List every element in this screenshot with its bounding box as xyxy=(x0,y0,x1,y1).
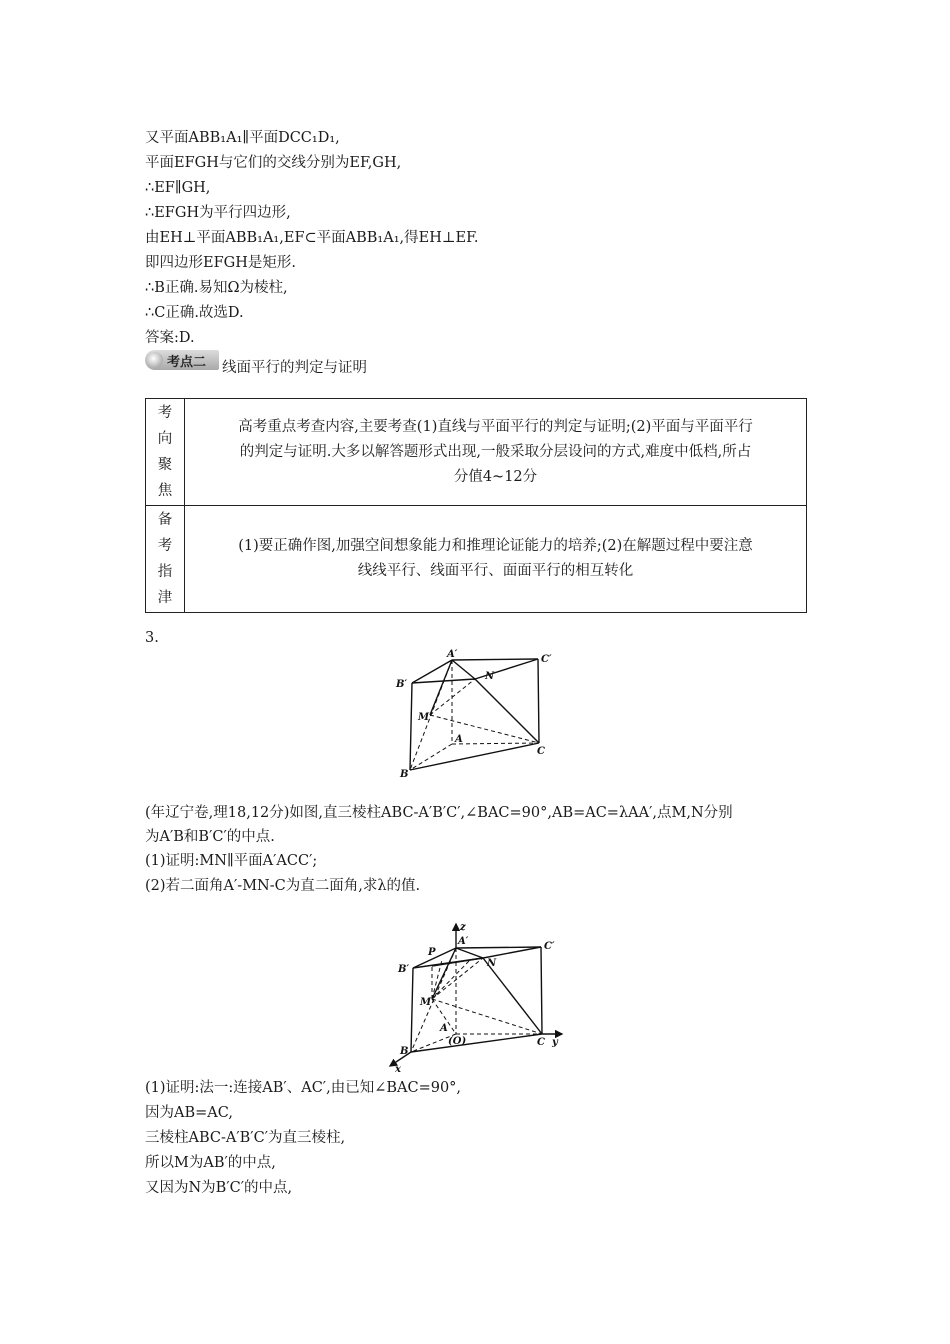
label-M: M xyxy=(420,997,432,1008)
table-row xyxy=(146,399,807,506)
solution-line: 所以M为AB′的中点, xyxy=(145,1155,276,1171)
proof-line: ∴EFGH为平行四边形, xyxy=(145,205,291,221)
axis-label-y: y xyxy=(552,1037,558,1048)
label-M: M xyxy=(418,712,430,723)
problem-part: (1)证明:MN∥平面A′ACC′; xyxy=(145,853,318,869)
label-A: A xyxy=(440,1023,448,1034)
solution-line: 因为AB=AC, xyxy=(145,1105,233,1121)
proof-line: ∴C正确.故选D. xyxy=(145,305,244,321)
section-badge xyxy=(145,350,219,370)
problem-statement: 为A′B和B′C′的中点. xyxy=(145,829,275,845)
label-N: N xyxy=(487,958,497,969)
label-A-prime: A′ xyxy=(458,936,469,947)
label-A-prime: A′ xyxy=(447,649,458,660)
section-badge-label: 考点二 xyxy=(167,355,207,370)
label-C-prime: C′ xyxy=(541,654,552,665)
label-C: C xyxy=(537,746,545,757)
row-label: 备 考 指 津 xyxy=(146,506,185,613)
label-O: (O) xyxy=(448,1036,467,1047)
solution-line: (1)证明:法一:连接AB′、AC′,由已知∠BAC=90°, xyxy=(145,1080,462,1096)
problem-statement: (年辽宁卷,理18,12分)如图,直三棱柱ABC-A′B′C′,∠BAC=90°,AB=AC=λAA′,点M,N分别 xyxy=(145,805,733,821)
solution-line: 又因为N为B′C′的中点, xyxy=(145,1180,293,1196)
proof-line: 即四边形EFGH是矩形. xyxy=(145,255,296,271)
label-C-prime: C′ xyxy=(544,941,555,952)
label-P: P xyxy=(428,947,436,958)
label-B: B xyxy=(400,1046,409,1057)
exam-focus-table xyxy=(145,398,807,613)
proof-line: 又平面ABB₁A₁∥平面DCC₁D₁, xyxy=(145,130,340,146)
proof-line: 平面EFGH与它们的交线分别为EF,GH, xyxy=(145,155,402,171)
row-content: (1)要正确作图,加强空间想象能力和推理论证能力的培养;(2)在解题过程中要注意 线线平行、线面平行、面面平行的相互转化 xyxy=(185,506,807,613)
label-N: N xyxy=(485,671,495,682)
badge-circle-icon xyxy=(147,352,163,368)
axis-label-x: x xyxy=(395,1064,401,1075)
axis-label-z: z xyxy=(460,922,466,933)
problem-part: (2)若二面角A′-MN-C为直二面角,求λ的值. xyxy=(145,878,421,894)
proof-line: 由EH⊥平面ABB₁A₁,EF⊂平面ABB₁A₁,得EH⊥EF. xyxy=(145,230,479,246)
answer-line: 答案:D. xyxy=(145,330,195,346)
label-B: B xyxy=(400,769,409,780)
proof-line: ∴B正确.易知Ω为棱柱, xyxy=(145,280,288,296)
label-B-prime: B′ xyxy=(398,964,410,975)
row-label: 考 向 聚 焦 xyxy=(146,399,185,506)
proof-line: ∴EF∥GH, xyxy=(145,180,211,196)
label-A: A xyxy=(455,734,463,745)
table-row xyxy=(146,506,807,613)
label-C: C xyxy=(537,1037,545,1048)
row-content: 高考重点考查内容,主要考查(1)直线与平面平行的判定与证明;(2)平面与平面平行 的判定与证明.大多以解答题形式出现,一般采取分层设问的方式,难度中低档,所占 分值4~12分 xyxy=(185,399,807,506)
prism-figure-2 xyxy=(385,915,570,1075)
section-title: 线面平行的判定与证明 xyxy=(222,360,367,376)
label-B-prime: B′ xyxy=(396,679,408,690)
solution-line: 三棱柱ABC-A′B′C′为直三棱柱, xyxy=(145,1130,346,1146)
problem-number: 3. xyxy=(145,630,159,646)
prism-figure-1 xyxy=(390,640,560,785)
